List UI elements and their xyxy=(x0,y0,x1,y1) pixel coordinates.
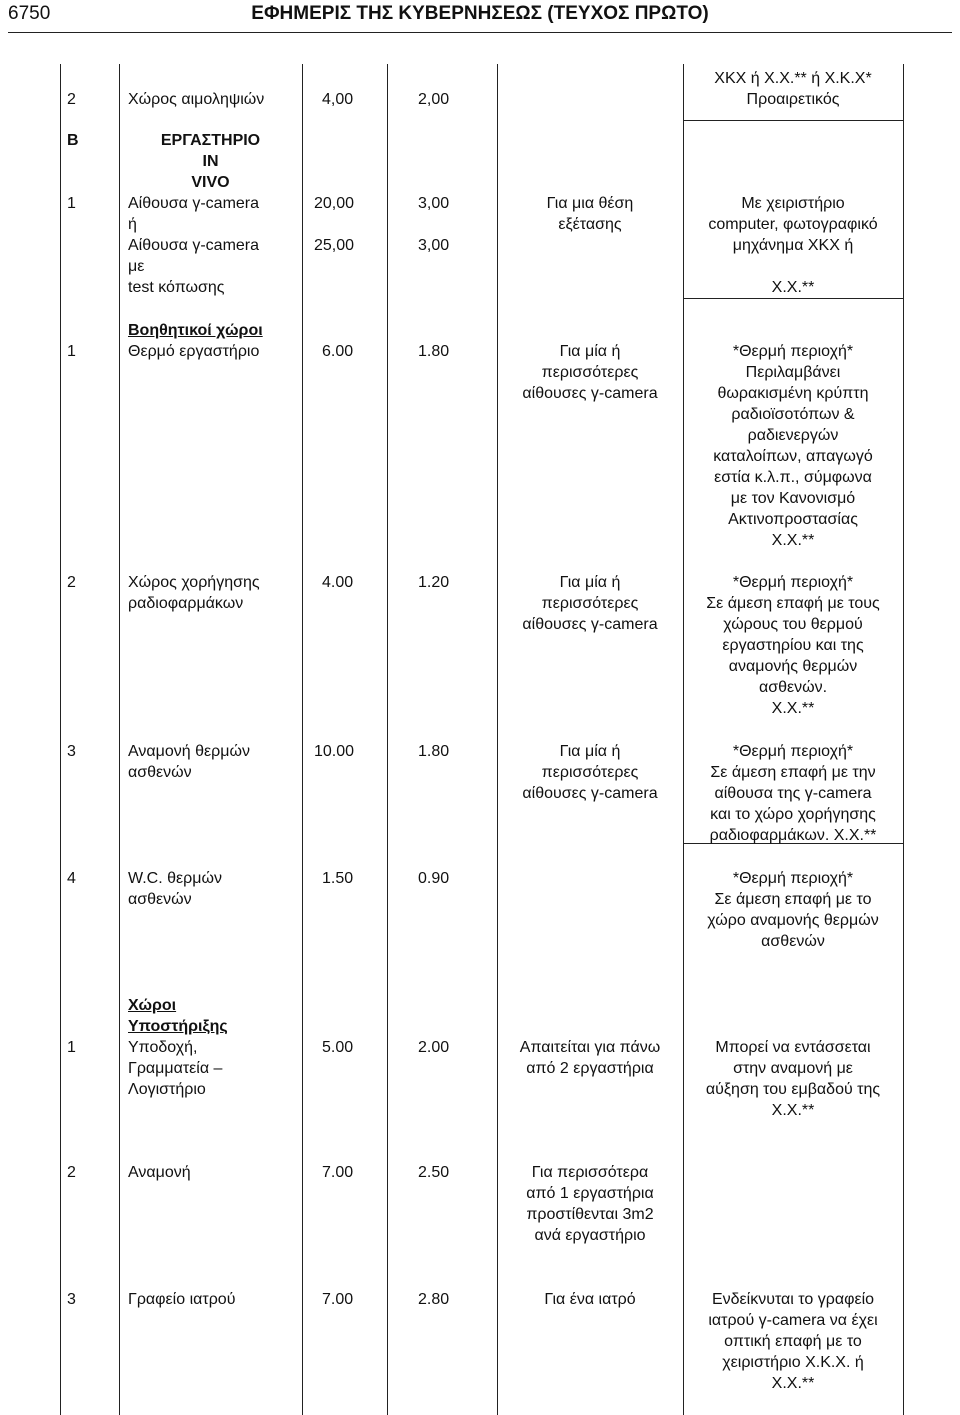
note-line: ασθενών xyxy=(761,933,825,950)
remark-line: Για ένα ιατρό xyxy=(544,1291,636,1308)
area-value: 6.00 xyxy=(322,343,354,360)
note-line: Ακτινοπροστασίας xyxy=(728,511,858,528)
note-line: Σε άμεση επαφή με το xyxy=(714,891,872,908)
row-divider xyxy=(683,298,903,299)
note-line: *Θερμή περιοχή* xyxy=(732,574,854,591)
note-line: ιατρού γ-camera να έχει xyxy=(708,1312,878,1329)
note-line: Με χειριστήριο xyxy=(741,195,845,212)
remark-line: αίθουσες γ-camera xyxy=(522,616,658,633)
name-line: Αίθουσα γ-camera xyxy=(128,237,260,254)
note-line: Ενδείκνυται το γραφείο xyxy=(711,1291,875,1308)
notes-cell xyxy=(690,193,896,298)
note-line: Χ.Χ.** xyxy=(771,700,815,717)
name-line: Αναμονή θερμών xyxy=(128,743,250,760)
notes-cell xyxy=(690,1289,896,1394)
subsection-heading: Βοηθητικοί χώροι xyxy=(128,322,263,339)
note-line: ΧΚΧ ή Χ.Χ.** ή Χ.Κ.Χ* xyxy=(714,70,872,87)
remark-line: Απαιτείται για πάνω xyxy=(519,1039,661,1056)
notes-cell xyxy=(690,741,896,846)
row-number: 1 xyxy=(67,1039,76,1056)
note-line: αύξηση του εμβαδού της xyxy=(705,1081,881,1098)
note-line: *Θερμή περιοχή* xyxy=(732,343,854,360)
note-line: Σε άμεση επαφή με τους xyxy=(706,595,880,612)
note-line: Χ.Χ.** xyxy=(771,1375,815,1392)
heading-line: Χώροι xyxy=(128,997,177,1014)
height-value: 0.90 xyxy=(418,870,450,887)
name-line: W.C. θερμών xyxy=(128,870,222,887)
header-rule xyxy=(8,32,952,33)
name-line: Χώρος χορήγησης xyxy=(128,574,260,591)
row-divider xyxy=(683,120,903,121)
remark-line: Για μία ή xyxy=(559,743,621,760)
area-value: 4,00 xyxy=(322,91,354,108)
note-line: αναμονής θερμών xyxy=(728,658,858,675)
remark-cell xyxy=(497,572,683,635)
note-line: Χ.Χ.** xyxy=(771,532,815,549)
row-number: 1 xyxy=(67,343,76,360)
area-value: 7.00 xyxy=(322,1164,354,1181)
height-value: 1.80 xyxy=(418,343,450,360)
column-divider xyxy=(60,64,61,1415)
note-line: ραδιοϊσοτόπων & xyxy=(731,406,855,423)
note-line: ραδιενεργών xyxy=(747,427,839,444)
note-line: Χ.Χ.** xyxy=(771,1102,815,1119)
column-divider xyxy=(119,64,120,1415)
remark-cell xyxy=(497,193,683,235)
room-name xyxy=(128,572,260,614)
area-value: 5.00 xyxy=(322,1039,354,1056)
note-line: θωρακισμένη κρύπτη xyxy=(717,385,869,402)
note-line: οπτική επαφή με το xyxy=(724,1333,862,1350)
note-line: ασθενών. xyxy=(758,679,828,696)
row-number: 3 xyxy=(67,1291,76,1308)
column-divider xyxy=(302,64,303,1415)
area-value: 10.00 xyxy=(314,743,355,760)
name-line: ασθενών xyxy=(128,891,192,908)
note-line: με τον Κανονισμό xyxy=(730,490,856,507)
room-name xyxy=(128,1037,222,1100)
section-letter: B xyxy=(67,132,79,149)
area-value: 20,00 xyxy=(314,195,355,212)
note-line: computer, φωτογραφικό xyxy=(708,216,878,233)
note-line: *Θερμή περιοχή* xyxy=(732,743,854,760)
column-divider xyxy=(683,64,684,1415)
note-line: Χ.Χ.** xyxy=(771,279,815,296)
row-number: 2 xyxy=(67,574,76,591)
row-number: 3 xyxy=(67,743,76,760)
remark-line: αίθουσες γ-camera xyxy=(522,785,658,802)
note-line: χώρο αναμονής θερμών xyxy=(707,912,879,929)
room-name xyxy=(128,193,259,298)
height-value: 1.20 xyxy=(418,574,450,591)
room-name xyxy=(128,741,250,783)
remark-cell xyxy=(497,1162,683,1246)
remark-line: περισσότερες xyxy=(541,364,639,381)
heading-line: ΕΡΓΑΣΤΗΡΙΟ xyxy=(160,132,261,149)
heading-line: VIVO xyxy=(191,174,230,191)
notes-cell xyxy=(690,868,896,952)
room-name: Θερμό εργαστήριο xyxy=(128,343,260,360)
note-line: Προαιρετικός xyxy=(746,91,840,108)
note-line: στην αναμονή με xyxy=(733,1060,853,1077)
note-line: ραδιοφαρμάκων. Χ.Χ.** xyxy=(709,827,877,844)
note-line: αίθουσα της γ-camera xyxy=(714,785,872,802)
notes-cell xyxy=(690,1037,896,1121)
name-line: test κόπωσης xyxy=(128,279,225,296)
remark-line: αίθουσες γ-camera xyxy=(522,385,658,402)
name-line: ή xyxy=(128,216,137,233)
remark-cell xyxy=(497,1037,683,1079)
heading-line: IN xyxy=(202,153,219,170)
name-line: Υποδοχή, xyxy=(128,1039,198,1056)
page-number: 6750 xyxy=(8,3,51,24)
name-line: με xyxy=(128,258,145,275)
name-line: ασθενών xyxy=(128,764,192,781)
height-value: 2.50 xyxy=(418,1164,450,1181)
row-number: 4 xyxy=(67,870,76,887)
room-name: Χώρος αιμοληψιών xyxy=(128,91,265,108)
column-divider xyxy=(387,64,388,1415)
note-line: καταλοίπων, απαγωγό xyxy=(713,448,873,465)
name-line: Λογιστήριο xyxy=(128,1081,206,1098)
section-heading xyxy=(119,130,302,193)
remark-line: περισσότερες xyxy=(541,595,639,612)
room-name xyxy=(128,868,222,910)
remark-line: από 1 εργαστήρια xyxy=(526,1185,654,1202)
height-value: 2,00 xyxy=(418,91,450,108)
remark-cell xyxy=(497,741,683,804)
remark-line: Για μία ή xyxy=(559,343,621,360)
note-line: χώρους του θερμού xyxy=(723,616,863,633)
row-number: 1 xyxy=(67,195,76,212)
heading-line: Υποστήριξης xyxy=(128,1018,228,1035)
row-number: 2 xyxy=(67,91,76,108)
page-header xyxy=(0,0,960,30)
area-value: 1.50 xyxy=(322,870,354,887)
note-line: Περιλαμβάνει xyxy=(745,364,841,381)
note-line: εστία κ.λ.π., σύμφωνα xyxy=(714,469,872,486)
note-line: εργαστηρίου και της xyxy=(722,637,864,654)
area-value: 7.00 xyxy=(322,1291,354,1308)
remark-line: Για μία ή xyxy=(559,574,621,591)
name-line: Γραμματεία – xyxy=(128,1060,223,1077)
note-line: Σε άμεση επαφή με την xyxy=(710,764,876,781)
note-line: μηχάνημα ΧΚΧ ή xyxy=(732,237,854,254)
room-name: Αναμονή xyxy=(128,1164,191,1181)
area-value: 4.00 xyxy=(322,574,354,591)
note-line: Μπορεί να εντάσσεται xyxy=(715,1039,871,1056)
name-line: ραδιοφαρμάκων xyxy=(128,595,244,612)
row-number: 2 xyxy=(67,1164,76,1181)
remark-cell xyxy=(497,341,683,404)
remark-line: από 2 εργαστήρια xyxy=(526,1060,654,1077)
room-name: Γραφείο ιατρού xyxy=(128,1291,236,1308)
remark-line: εξέτασης xyxy=(558,216,622,233)
height-value: 3,00 xyxy=(418,237,450,254)
column-divider xyxy=(903,64,904,1415)
height-value: 2.00 xyxy=(418,1039,450,1056)
journal-title: ΕΦΗΜΕΡΙΣ ΤΗΣ ΚΥΒΕΡΝΗΣΕΩΣ (ΤΕΥΧΟΣ ΠΡΩΤΟ) xyxy=(251,3,709,24)
remark-line: περισσότερες xyxy=(541,764,639,781)
notes-cell xyxy=(690,341,896,551)
notes-cell xyxy=(690,572,896,719)
name-line: Αίθουσα γ-camera xyxy=(128,195,260,212)
note-line: και το χώρο χορήγησης xyxy=(710,806,876,823)
remark-cell xyxy=(497,1289,683,1310)
notes-cell xyxy=(690,68,896,110)
remark-line: Για περισσότερα xyxy=(531,1164,649,1181)
area-value: 25,00 xyxy=(314,237,355,254)
remark-line: ανά εργαστήριο xyxy=(534,1227,646,1244)
height-value: 2.80 xyxy=(418,1291,450,1308)
remark-line: προστίθενται 3m2 xyxy=(526,1206,654,1223)
note-line: χειριστήριο Χ.Κ.Χ. ή xyxy=(722,1354,864,1371)
note-line: *Θερμή περιοχή* xyxy=(732,870,854,887)
height-value: 3,00 xyxy=(418,195,450,212)
height-value: 1.80 xyxy=(418,743,450,760)
remark-line: Για μια θέση xyxy=(546,195,634,212)
subsection-heading xyxy=(128,995,228,1037)
